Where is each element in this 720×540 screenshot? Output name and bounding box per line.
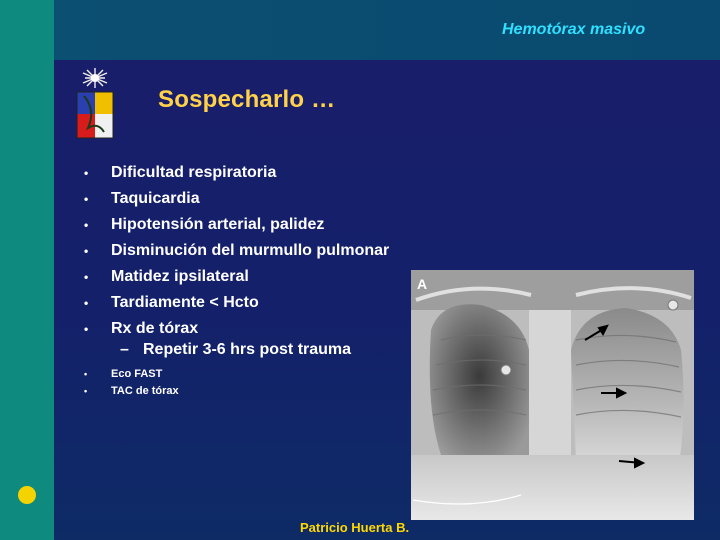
bullet-icon: • (84, 386, 88, 396)
university-crest-icon (74, 66, 116, 142)
dash-icon: – (120, 341, 129, 358)
list-item: • TAC de tórax (84, 383, 179, 400)
header-title: Hemotórax masivo (502, 21, 646, 38)
yellow-dot-icon (18, 486, 36, 504)
footer-author: Patricio Huerta B. (300, 520, 410, 535)
list-item: • Hipotensión arterial, palidez (84, 212, 389, 238)
sub-bullet: – Repetir 3-6 hrs post trauma (120, 341, 352, 358)
left-band (0, 0, 54, 540)
bullet-icon: • (84, 166, 89, 180)
bullet-icon: • (84, 192, 89, 206)
bullet-list (84, 160, 389, 342)
bullet-icon: • (84, 244, 89, 258)
bullet-icon: • (84, 369, 88, 379)
bullet-icon: • (84, 296, 89, 310)
slide-title: Sospecharlo … (158, 86, 336, 113)
list-item: • Matidez ipsilateral (84, 264, 389, 290)
list-item: • Tardiamente < Hcto (84, 290, 389, 316)
list-item: • Rx de tórax (84, 316, 389, 342)
chest-xray-image (411, 270, 694, 520)
small-bullet-list (84, 366, 179, 400)
bullet-icon: • (84, 270, 89, 284)
list-item: • Taquicardia (84, 186, 389, 212)
list-item: • Disminución del murmullo pulmonar (84, 238, 389, 264)
bullet-icon: • (84, 218, 89, 232)
list-item: • Eco FAST (84, 366, 179, 383)
list-item: • Dificultad respiratoria (84, 160, 389, 186)
bullet-icon: • (84, 322, 89, 336)
image-label: A (417, 276, 428, 292)
